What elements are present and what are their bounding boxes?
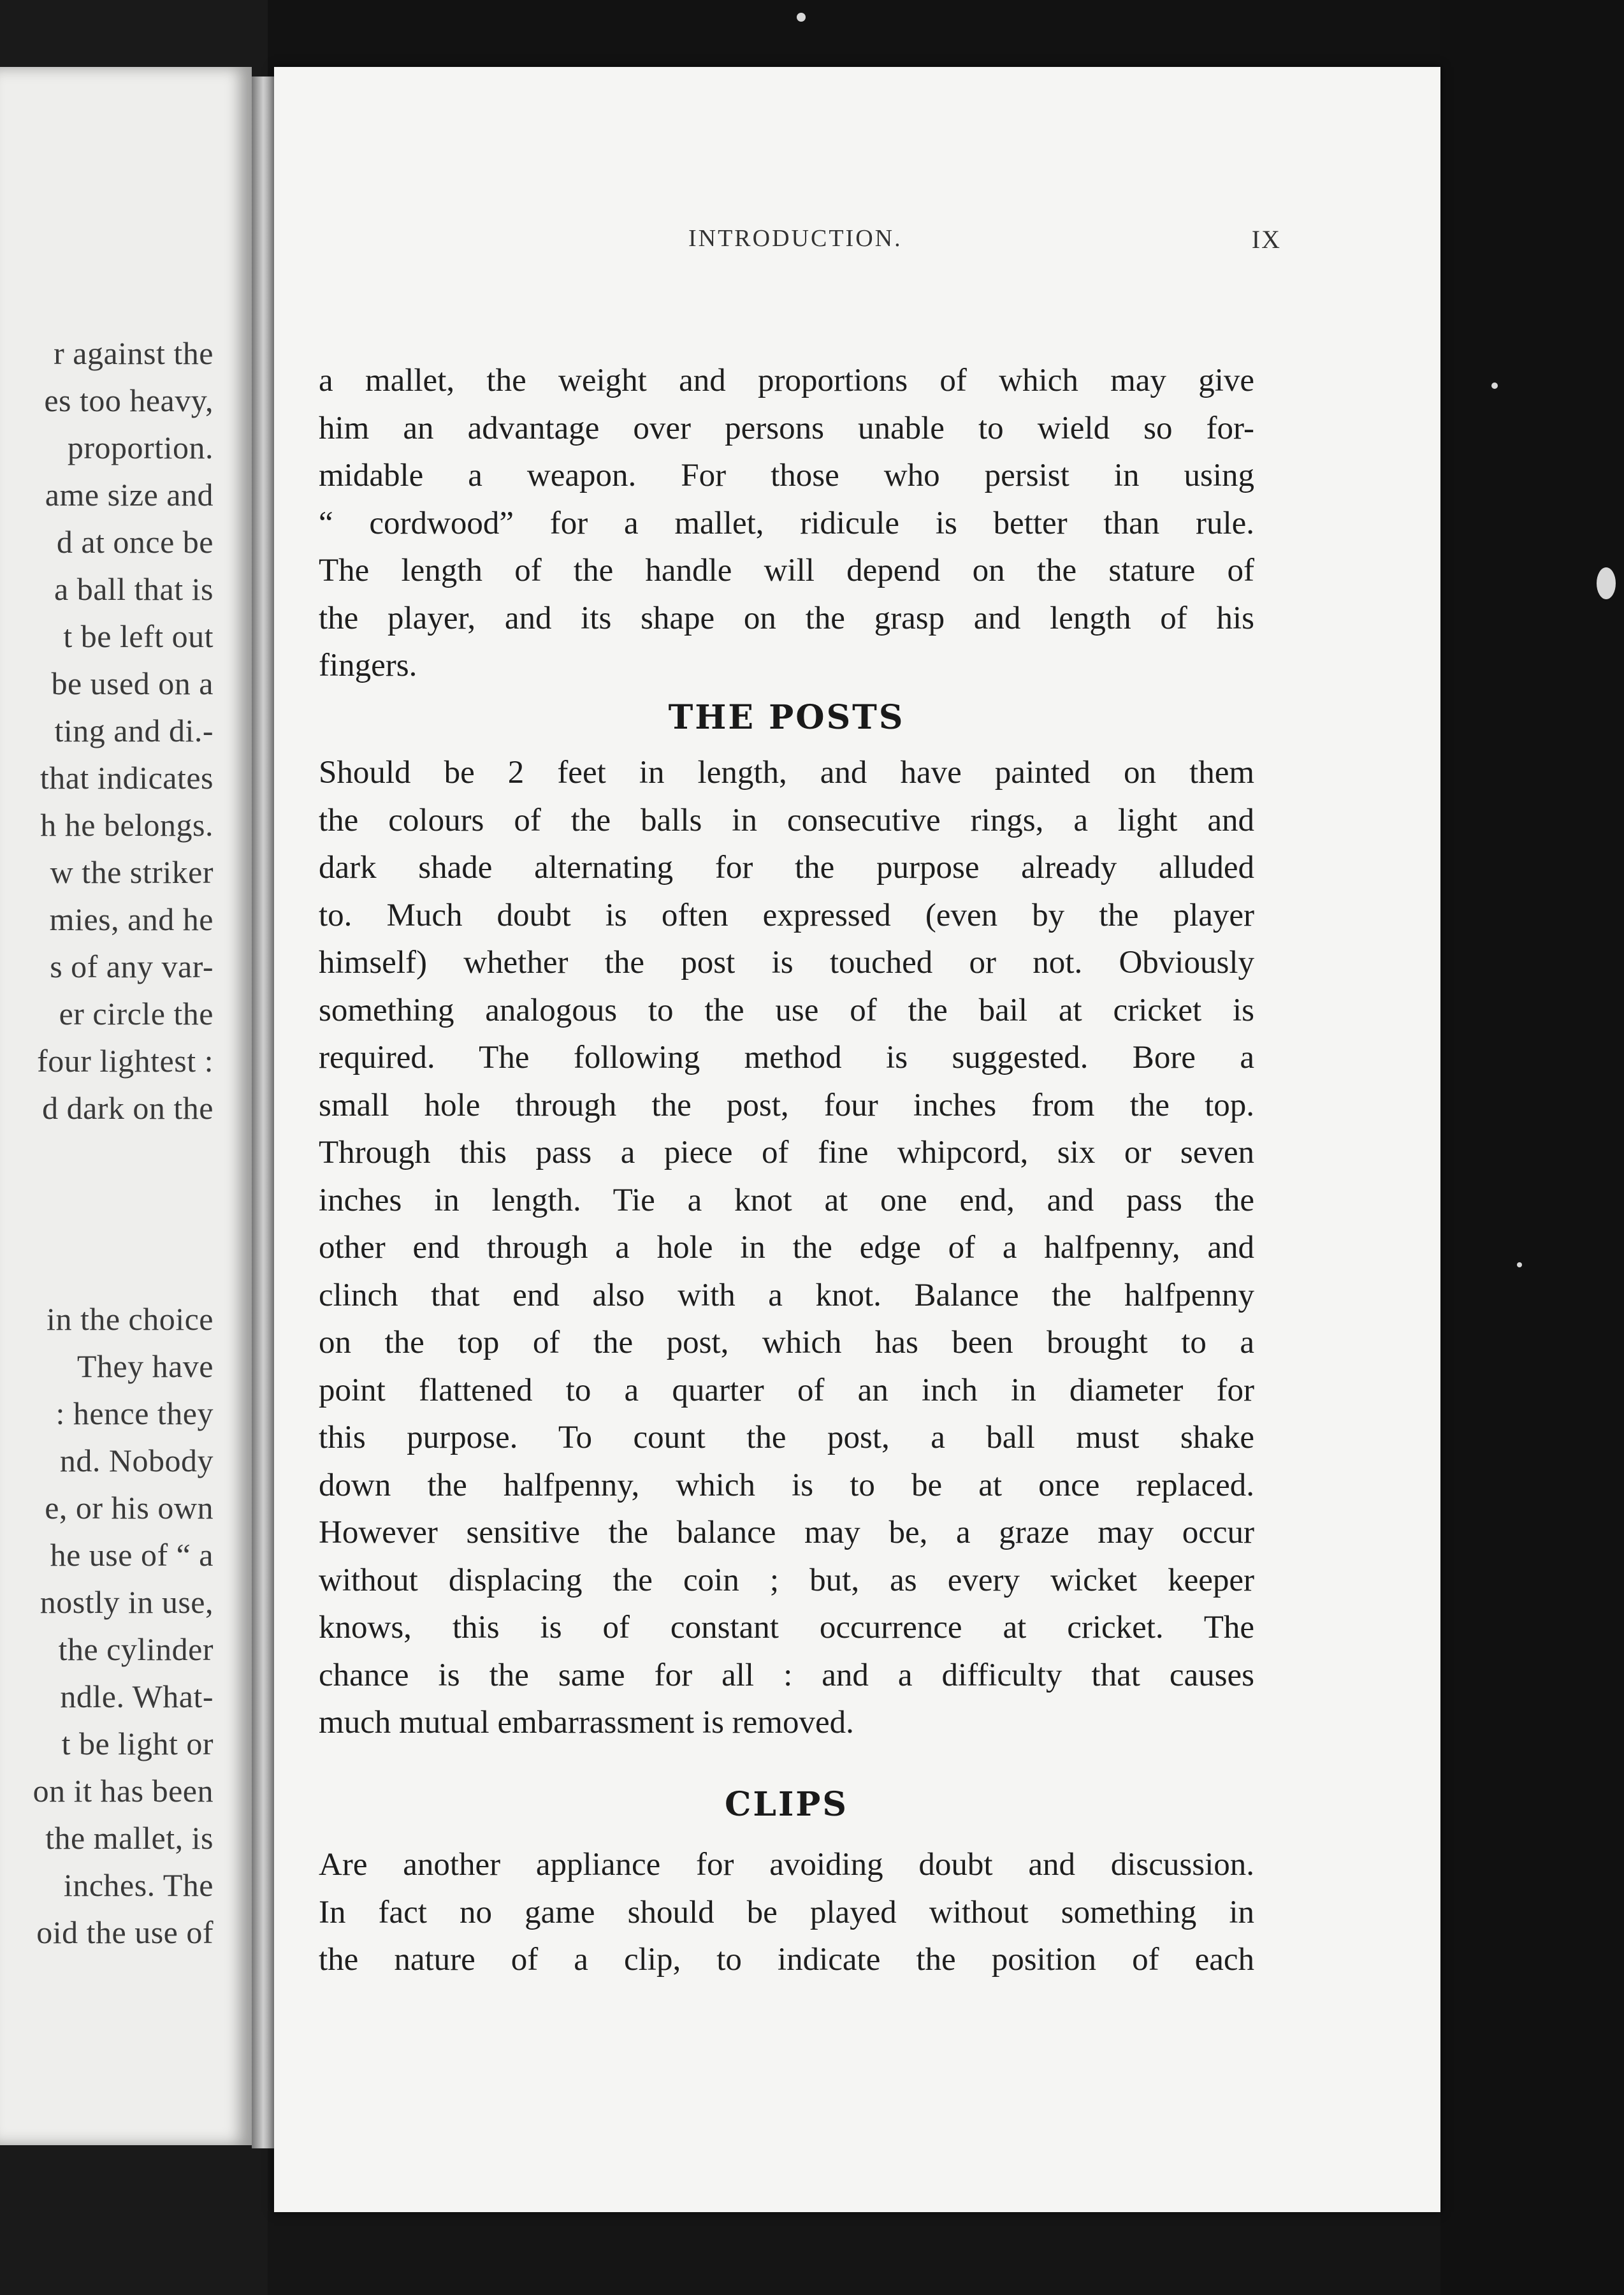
text-line: clinch that end also with a knot. Balance the halfpenny [319, 1277, 1254, 1313]
left-page-line: on it has been [33, 1773, 214, 1809]
dust-speck [1491, 382, 1498, 389]
paragraph-mallet [319, 357, 1254, 690]
text-line: knows, this is of constant occurrence at cricket. The [319, 1610, 1254, 1645]
text-line: Are another appliance for avoiding doubt and discussion. [319, 1847, 1254, 1883]
left-page-line: ame size and [45, 477, 214, 513]
left-page-line: proportion. [67, 430, 214, 465]
text-line: required. The following method is suggested. Bore a [319, 1040, 1254, 1075]
left-page-line: w the striker [50, 854, 214, 890]
text-line: inches in length. Tie a knot at one end, and pass the [319, 1182, 1254, 1218]
running-head-title: INTRODUCTION. [688, 225, 903, 252]
text-line: the nature of a clip, to indicate the position of each [319, 1942, 1254, 1978]
left-page-line: They have [76, 1348, 214, 1384]
left-page-line: the cylinder [58, 1631, 214, 1667]
left-page-line: d at once be [56, 524, 214, 560]
left-page-line: mies, and he [49, 901, 214, 937]
text-line: Through this pass a piece of fine whipcord, six or seven [319, 1135, 1254, 1170]
text-line: the player, and its shape on the grasp and length of his [319, 600, 1254, 636]
text-line: much mutual embarrassment is removed. [319, 1705, 854, 1740]
text-line: the colours of the balls in consecutive rings, a light and [319, 802, 1254, 838]
left-page-line: t be light or [61, 1726, 214, 1761]
left-page-line: that indicates [40, 760, 214, 796]
text-line: without displacing the coin ; but, as every wicket keeper [319, 1562, 1254, 1598]
left-page-line: inches. The [63, 1867, 214, 1903]
left-page [0, 67, 252, 2145]
left-page-line: he use of “ a [50, 1537, 214, 1573]
left-page-line: be used on a [51, 666, 214, 701]
dust-speck [1517, 1262, 1522, 1267]
left-page-line: the mallet, is [45, 1820, 214, 1856]
text-line: However sensitive the balance may be, a graze may occur [319, 1515, 1254, 1550]
left-page-line: oid the use of [36, 1914, 214, 1950]
left-page-line: nd. Nobody [59, 1443, 214, 1478]
left-page-line: er circle the [59, 996, 214, 1031]
left-page-line: nostly in use, [40, 1584, 214, 1620]
text-line: The length of the handle will depend on the stature of [319, 553, 1254, 588]
left-page-line: ndle. What- [60, 1679, 214, 1714]
text-line: down the halfpenny, which is to be at once replaced. [319, 1467, 1254, 1503]
left-page-line: ting and di.- [54, 713, 214, 748]
text-line: chance is the same for all : and a difficulty that causes [319, 1657, 1254, 1693]
left-page-line: a ball that is [54, 571, 214, 607]
left-page-line: es too heavy, [44, 382, 214, 418]
text-line: on the top of the post, which has been brought to a [319, 1325, 1254, 1360]
section-heading-clips: CLIPS [725, 1785, 848, 1824]
section-heading-posts: THE POSTS [668, 698, 905, 737]
dust-speck [1597, 567, 1616, 599]
text-line: dark shade alternating for the purpose already alluded [319, 850, 1254, 885]
text-line: something analogous to the use of the bail at cricket is [319, 992, 1254, 1028]
text-line: small hole through the post, four inches from the top. [319, 1087, 1254, 1123]
text-line: other end through a hole in the edge of a halfpenny, and [319, 1230, 1254, 1265]
text-line: himself) whether the post is touched or not. Obviously [319, 945, 1254, 980]
paragraph-posts [319, 749, 1254, 1747]
left-page-line: r against the [54, 335, 214, 371]
text-line: fingers. [319, 648, 417, 683]
left-page-line: four lightest : [37, 1043, 214, 1079]
text-line: a mallet, the weight and proportions of which may give [319, 363, 1254, 398]
text-line: In fact no game should be played without something in [319, 1894, 1254, 1930]
left-page-line: : hence they [55, 1395, 214, 1431]
text-line: him an advantage over persons unable to wield so for- [319, 410, 1254, 446]
dust-speck [797, 13, 806, 22]
scan-background-right [1440, 0, 1624, 2295]
text-line: this purpose. To count the post, a ball must shake [319, 1420, 1254, 1455]
left-page-line: e, or his own [45, 1490, 214, 1526]
left-page-line: in the choice [47, 1301, 214, 1337]
left-page-line: s of any var- [50, 949, 214, 984]
text-line: Should be 2 feet in length, and have painted on them [319, 755, 1254, 790]
page-number: IX [1251, 225, 1281, 254]
text-line: to. Much doubt is often expressed (even by the player [319, 897, 1254, 933]
paragraph-clips [319, 1841, 1254, 1984]
text-line: “ cordwood” for a mallet, ridicule is better than rule. [319, 505, 1254, 541]
book-gutter [252, 76, 275, 2148]
text-line: point flattened to a quarter of an inch in diameter for [319, 1372, 1254, 1408]
text-line: midable a weapon. For those who persist in using [319, 458, 1254, 493]
left-page-line: d dark on the [42, 1090, 214, 1126]
left-page-line: t be left out [63, 618, 214, 654]
left-page-line: h he belongs. [40, 807, 214, 843]
